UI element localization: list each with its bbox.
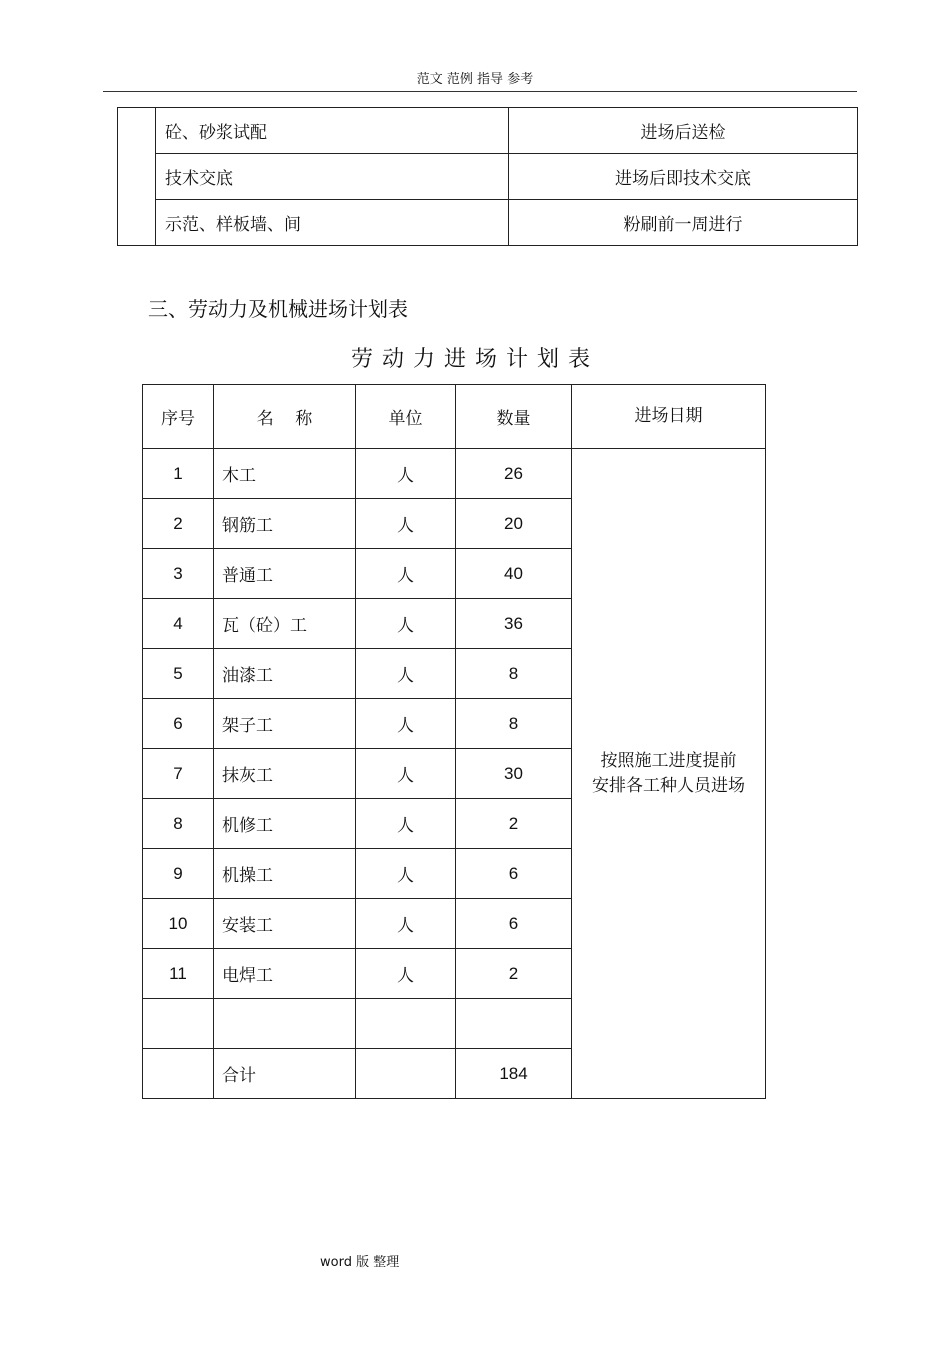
row-qty: 26 bbox=[456, 449, 572, 499]
labor-plan-table bbox=[142, 384, 766, 1099]
row-name: 钢筋工 bbox=[214, 499, 356, 549]
total-label: 合计 bbox=[214, 1049, 356, 1099]
row-qty: 36 bbox=[456, 599, 572, 649]
value-cell: 粉刷前一周进行 bbox=[509, 200, 858, 246]
row-qty: 2 bbox=[456, 949, 572, 999]
row-no: 3 bbox=[143, 549, 214, 599]
row-unit: 人 bbox=[356, 449, 456, 499]
row-no bbox=[143, 999, 214, 1049]
row-no: 10 bbox=[143, 899, 214, 949]
row-qty: 6 bbox=[456, 899, 572, 949]
row-unit: 人 bbox=[356, 649, 456, 699]
row-name: 电焊工 bbox=[214, 949, 356, 999]
row-unit: 人 bbox=[356, 799, 456, 849]
item-cell: 砼、砂浆试配 bbox=[156, 108, 509, 154]
row-unit: 人 bbox=[356, 949, 456, 999]
table-row bbox=[143, 449, 766, 499]
total-unit bbox=[356, 1049, 456, 1099]
row-unit: 人 bbox=[356, 549, 456, 599]
table-title: 劳动力进场计划表 bbox=[350, 347, 599, 372]
header-name: 名 称 bbox=[214, 385, 356, 449]
row-no: 8 bbox=[143, 799, 214, 849]
total-no bbox=[143, 1049, 214, 1099]
row-name: 架子工 bbox=[214, 699, 356, 749]
total-qty: 184 bbox=[456, 1049, 572, 1099]
row-unit bbox=[356, 999, 456, 1049]
row-name: 油漆工 bbox=[214, 649, 356, 699]
row-no: 6 bbox=[143, 699, 214, 749]
row-unit: 人 bbox=[356, 499, 456, 549]
row-name: 瓦（砼）工 bbox=[214, 599, 356, 649]
item-cell: 示范、样板墙、间 bbox=[156, 200, 509, 246]
header-date: 进场日期 bbox=[572, 385, 766, 449]
row-qty bbox=[456, 999, 572, 1049]
row-qty: 2 bbox=[456, 799, 572, 849]
row-name: 安装工 bbox=[214, 899, 356, 949]
arrival-date-note bbox=[572, 449, 766, 1099]
row-no: 4 bbox=[143, 599, 214, 649]
table-row bbox=[118, 108, 858, 154]
preparation-table bbox=[117, 107, 858, 246]
row-qty: 30 bbox=[456, 749, 572, 799]
section-heading: 三、劳动力及机械进场计划表 bbox=[148, 297, 408, 321]
row-unit: 人 bbox=[356, 599, 456, 649]
row-name: 机操工 bbox=[214, 849, 356, 899]
header-qty: 数量 bbox=[456, 385, 572, 449]
header-no: 序号 bbox=[143, 385, 214, 449]
header-divider bbox=[103, 91, 857, 92]
row-no: 2 bbox=[143, 499, 214, 549]
row-name bbox=[214, 999, 356, 1049]
row-no: 1 bbox=[143, 449, 214, 499]
row-unit: 人 bbox=[356, 849, 456, 899]
row-unit: 人 bbox=[356, 699, 456, 749]
page-footer: word 版 整理 bbox=[320, 1255, 400, 1270]
row-name: 木工 bbox=[214, 449, 356, 499]
row-name: 抹灰工 bbox=[214, 749, 356, 799]
merged-category-cell bbox=[118, 108, 156, 246]
table-row bbox=[118, 154, 858, 200]
value-cell: 进场后即技术交底 bbox=[509, 154, 858, 200]
page-header: 范文 范例 指导 参考 bbox=[416, 72, 534, 87]
value-cell: 进场后送检 bbox=[509, 108, 858, 154]
item-cell: 技术交底 bbox=[156, 154, 509, 200]
row-no: 5 bbox=[143, 649, 214, 699]
row-qty: 6 bbox=[456, 849, 572, 899]
row-qty: 20 bbox=[456, 499, 572, 549]
row-no: 7 bbox=[143, 749, 214, 799]
row-qty: 8 bbox=[456, 699, 572, 749]
row-qty: 8 bbox=[456, 649, 572, 699]
row-no: 9 bbox=[143, 849, 214, 899]
header-unit: 单位 bbox=[356, 385, 456, 449]
row-unit: 人 bbox=[356, 749, 456, 799]
row-no: 11 bbox=[143, 949, 214, 999]
row-unit: 人 bbox=[356, 899, 456, 949]
table-row bbox=[118, 200, 858, 246]
row-name: 机修工 bbox=[214, 799, 356, 849]
date-note-line: 安排各工种人员进场 bbox=[592, 775, 745, 796]
date-note-line: 按照施工进度提前 bbox=[600, 750, 737, 771]
row-name: 普通工 bbox=[214, 549, 356, 599]
row-qty: 40 bbox=[456, 549, 572, 599]
table-header-row bbox=[143, 385, 766, 449]
